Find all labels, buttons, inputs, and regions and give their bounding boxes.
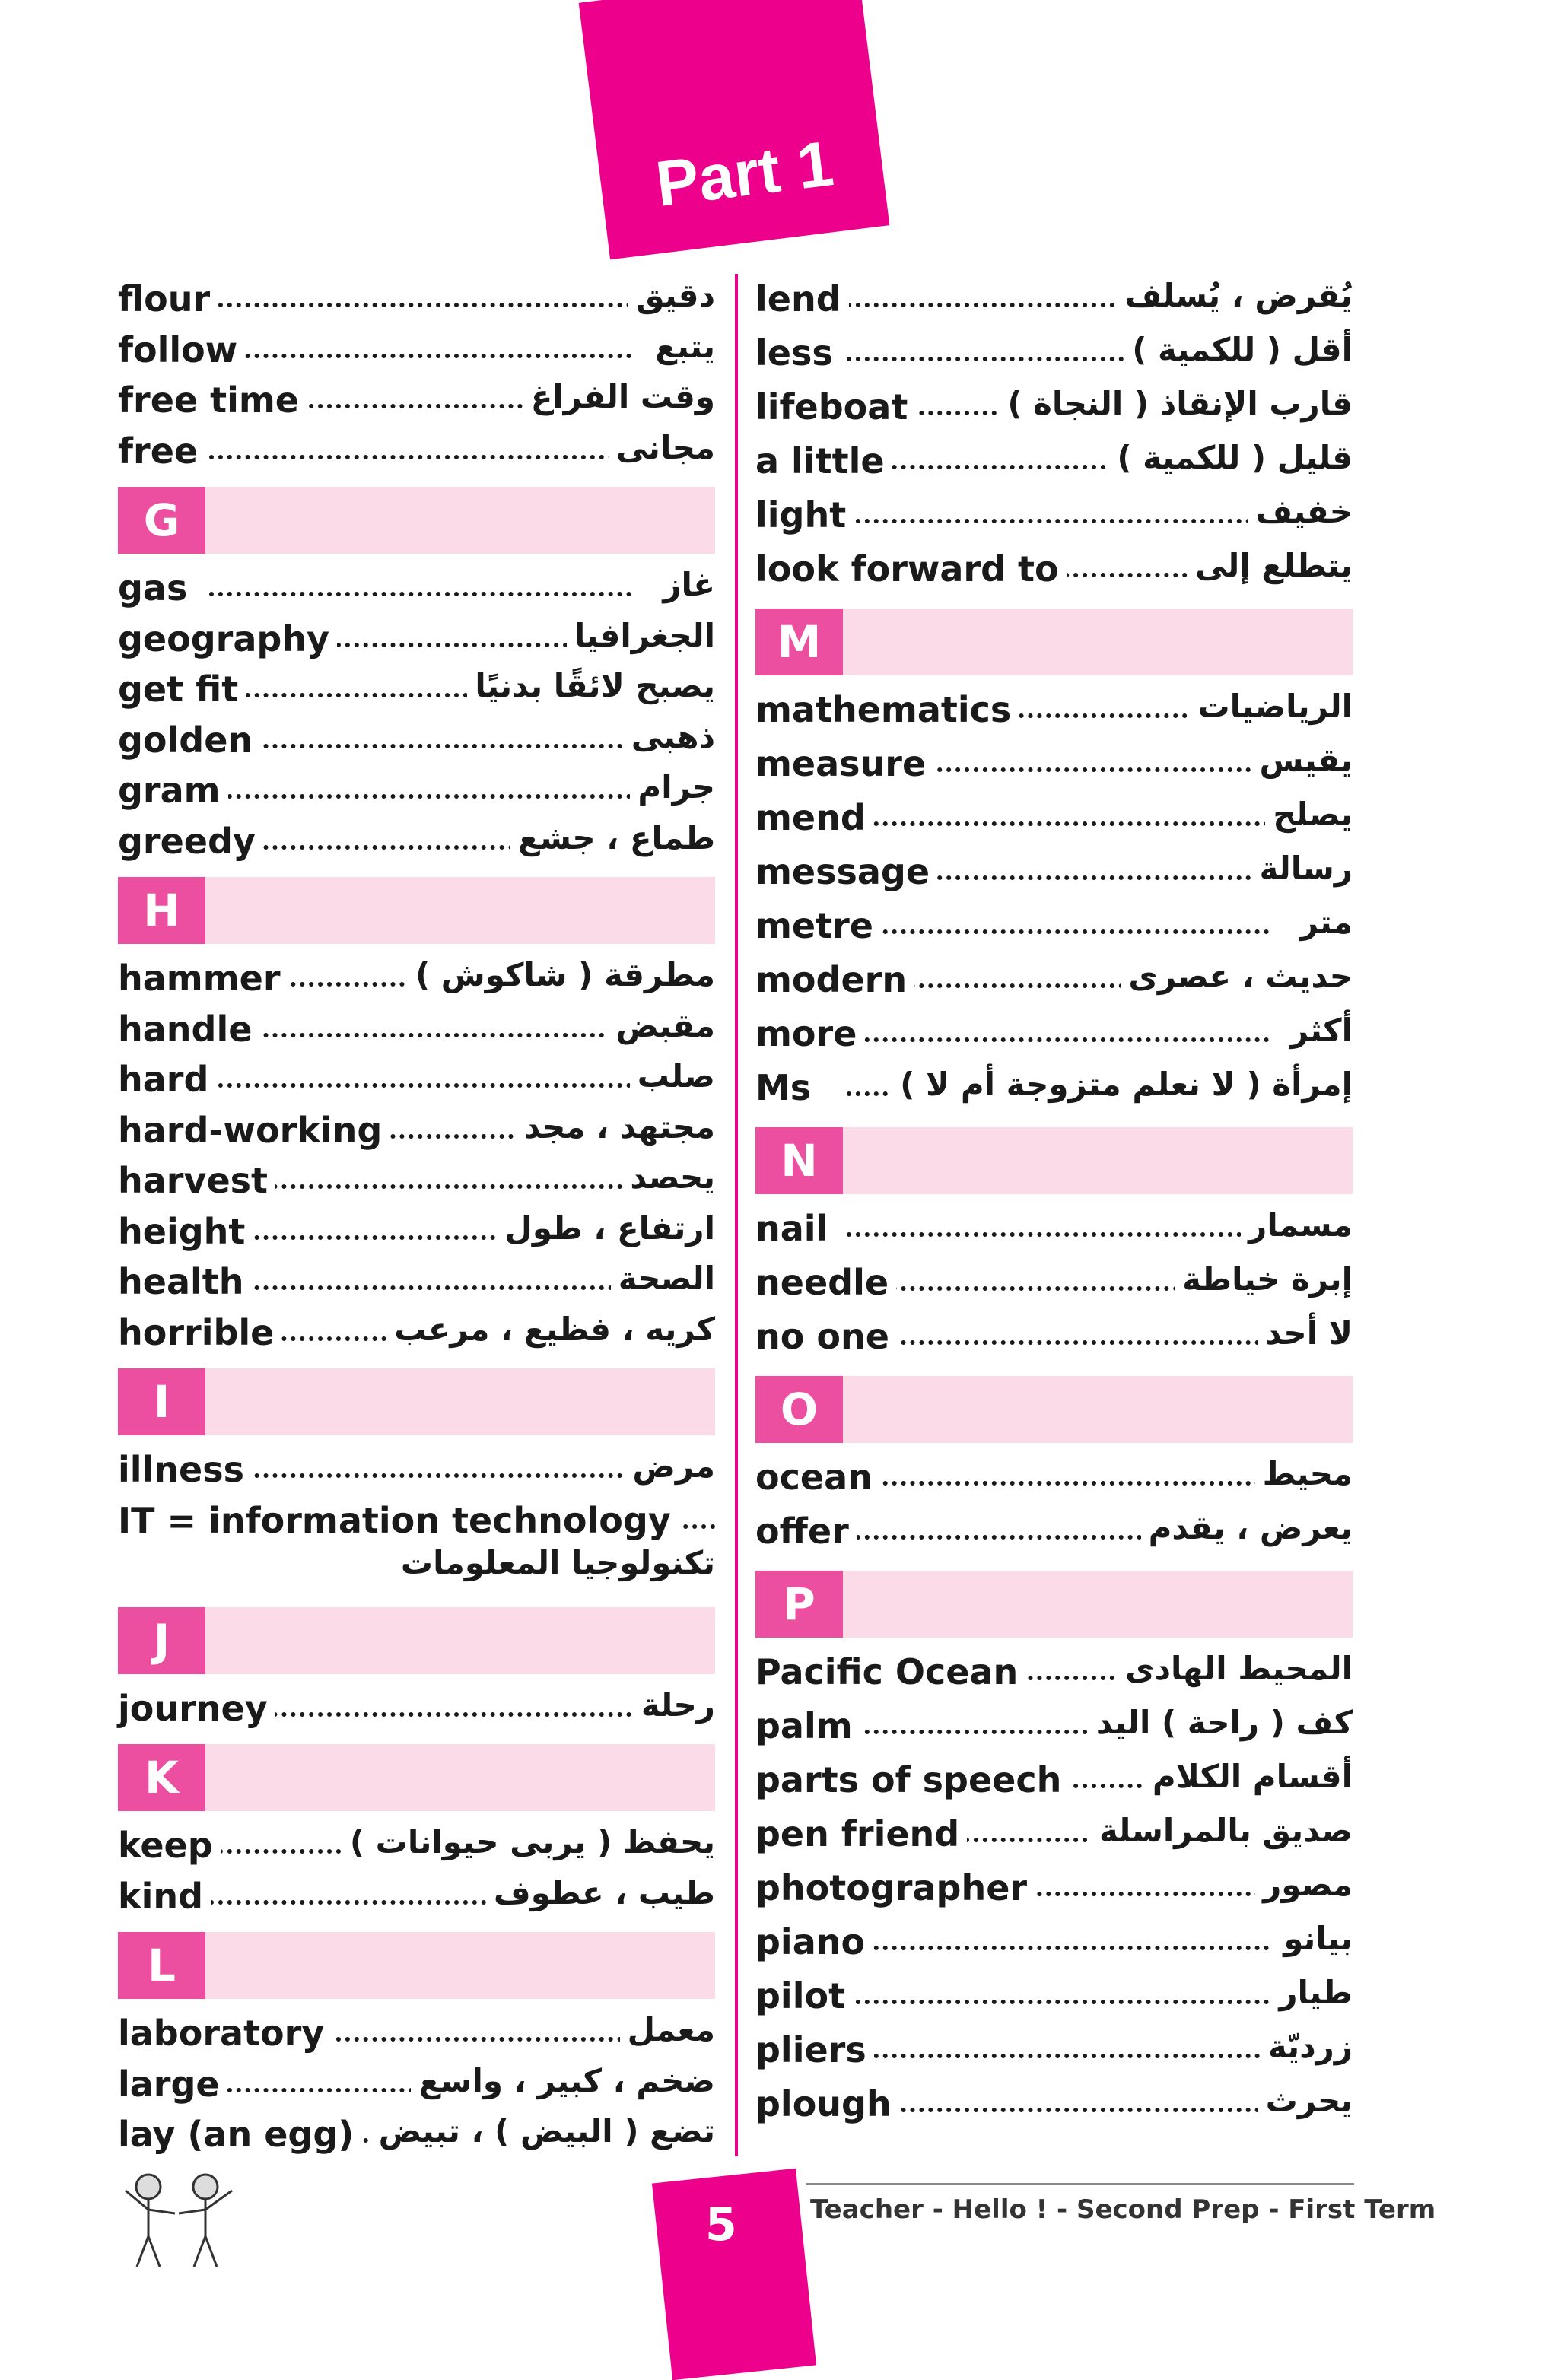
- arabic-meaning: وقت الفراغ: [523, 378, 715, 415]
- vocab-entry: [755, 326, 1353, 380]
- vocab-entry: [118, 2108, 715, 2159]
- arabic-meaning: خفيف: [1248, 493, 1353, 530]
- arabic-meaning: مجانى: [609, 429, 715, 466]
- vocab-entry: [118, 1443, 715, 1494]
- dotted-leader: [847, 2108, 1269, 2112]
- english-word: plough: [755, 2083, 899, 2124]
- arabic-meaning: مسمار: [1241, 1206, 1353, 1244]
- vocab-entry: [118, 1205, 715, 1256]
- english-word: more: [755, 1013, 864, 1054]
- arabic-meaning: الرياضيات: [1190, 688, 1353, 725]
- dotted-leader: [847, 1340, 1269, 1345]
- english-word: golden: [118, 720, 260, 761]
- vocab-entry: [118, 1494, 715, 1595]
- section-letter: P: [755, 1571, 843, 1638]
- arabic-meaning: تكنولوجيا المعلومات: [400, 1543, 715, 1581]
- arabic-meaning: حديث ، عصرى: [1121, 958, 1353, 995]
- arabic-meaning: يحرث: [1258, 2082, 1353, 2119]
- arabic-meaning: طيب ، عطوف: [486, 1874, 715, 1911]
- english-word: lend: [755, 278, 849, 319]
- english-word: IT = information technology: [118, 1500, 679, 1541]
- vocab-entry: [755, 683, 1353, 737]
- english-word: pliers: [755, 2029, 874, 2070]
- english-word: look forward to: [755, 548, 1067, 589]
- dotted-leader: [209, 592, 631, 596]
- section-letter: N: [755, 1127, 843, 1194]
- arabic-meaning: المحيط الهادى: [1118, 1650, 1353, 1687]
- english-word: Ms: [755, 1067, 819, 1108]
- letter-section-header: [118, 487, 715, 554]
- arabic-meaning: يصلح: [1265, 796, 1353, 833]
- dotted-leader: [847, 2000, 1269, 2004]
- arabic-meaning: محيط: [1255, 1455, 1353, 1492]
- arabic-meaning: يصبح لائقًا بدنيًا: [467, 667, 715, 704]
- vocab-entry: [118, 815, 715, 866]
- arabic-meaning: زرديّة: [1261, 2028, 1353, 2065]
- english-word: hammer: [118, 958, 288, 999]
- vocab-entry: [755, 1969, 1353, 2023]
- dotted-leader: [209, 794, 631, 799]
- vocab-entry: [755, 845, 1353, 899]
- english-word: measure: [755, 743, 933, 784]
- vocab-entry: [118, 1104, 715, 1155]
- vocab-entry: [118, 1154, 715, 1205]
- arabic-meaning: معمل: [620, 2011, 715, 2048]
- arabic-meaning: كف ( راحة ) اليد: [1089, 1704, 1353, 1741]
- vocab-entry: [118, 612, 715, 663]
- vocab-entry: [755, 1256, 1353, 1310]
- arabic-meaning: الجغرافيا: [567, 617, 715, 654]
- section-letter: J: [118, 1607, 205, 1674]
- english-word: palm: [755, 1705, 860, 1746]
- english-word: lifeboat: [755, 386, 915, 427]
- vocab-entry: [118, 2007, 715, 2057]
- dotted-leader: [209, 744, 631, 748]
- arabic-meaning: مصور: [1255, 1866, 1353, 1903]
- dotted-leader: [209, 1083, 631, 1088]
- arabic-meaning: غاز: [655, 566, 715, 603]
- dotted-leader: [847, 1946, 1269, 1950]
- english-word: gas: [118, 567, 195, 609]
- section-letter: M: [755, 609, 843, 675]
- english-word: gram: [118, 770, 228, 811]
- english-word: horrible: [118, 1312, 281, 1353]
- vocab-entry: [755, 1007, 1353, 1061]
- vocab-entry: [118, 1306, 715, 1357]
- arabic-meaning: إبرة خياطة: [1175, 1260, 1353, 1298]
- vocab-entry: [118, 373, 715, 424]
- english-word: harvest: [118, 1160, 275, 1201]
- english-word: mend: [755, 797, 873, 838]
- dotted-leader: [847, 519, 1269, 523]
- vocab-entry: [755, 1915, 1353, 1969]
- english-word: less: [755, 332, 841, 373]
- column-divider: [735, 274, 738, 2156]
- section-letter: I: [118, 1368, 205, 1435]
- vocab-entry: [755, 434, 1353, 488]
- arabic-meaning: لا أحد: [1258, 1314, 1353, 1352]
- vocab-entry: [755, 737, 1353, 791]
- english-word: illness: [118, 1449, 252, 1490]
- section-letter: G: [118, 487, 205, 554]
- arabic-meaning: أكثر: [1283, 1012, 1353, 1049]
- english-word: mathematics: [755, 689, 1019, 730]
- vocab-entry: [755, 1505, 1353, 1559]
- english-word: a little: [755, 440, 892, 481]
- english-word: message: [755, 851, 937, 892]
- english-word: nail: [755, 1208, 835, 1249]
- english-word: modern: [755, 959, 914, 1000]
- vocab-entry: [755, 542, 1353, 596]
- vocab-entry: [118, 272, 715, 323]
- arabic-meaning: ذهبى: [624, 718, 715, 755]
- english-word: flour: [118, 278, 218, 319]
- dotted-leader: [847, 2054, 1269, 2058]
- vocab-entry: [755, 1645, 1353, 1699]
- vocab-entry: [755, 1202, 1353, 1256]
- english-word: health: [118, 1261, 252, 1302]
- english-word: hard-working: [118, 1110, 390, 1151]
- english-word: get fit: [118, 669, 246, 710]
- dotted-leader: [847, 929, 1269, 934]
- vocab-entry: [118, 1682, 715, 1733]
- arabic-meaning: رحلة: [634, 1686, 715, 1724]
- english-word: pen friend: [755, 1813, 967, 1854]
- arabic-meaning: إمرأة ( لا نعلم متزوجة أم لا ): [892, 1066, 1353, 1103]
- letter-section-header: [118, 1368, 715, 1435]
- vocab-entry: [755, 1310, 1353, 1364]
- arabic-meaning: مطرقة ( شاكوش ): [408, 956, 715, 993]
- arabic-meaning: يقيس: [1251, 742, 1353, 779]
- vocab-entry: [755, 488, 1353, 542]
- letter-section-header: [755, 1571, 1353, 1638]
- arabic-meaning: يتطلع إلى: [1188, 547, 1353, 584]
- english-word: lay (an egg): [118, 2114, 361, 2155]
- letter-section-header: [755, 1376, 1353, 1443]
- english-word: geography: [118, 618, 337, 659]
- arabic-meaning: يُقرض ، يُسلف: [1118, 277, 1353, 314]
- vocab-entry: [755, 2077, 1353, 2131]
- english-word: large: [118, 2064, 227, 2105]
- vocab-entry: [755, 1861, 1353, 1915]
- vocabulary-column-left: [118, 272, 715, 2159]
- page-title: Part 1: [652, 127, 838, 220]
- dotted-leader: [847, 1232, 1269, 1237]
- vocab-entry: [755, 1451, 1353, 1505]
- letter-section-header: [118, 1744, 715, 1811]
- english-word: free: [118, 431, 205, 472]
- vocab-entry: [118, 323, 715, 374]
- dotted-leader: [209, 455, 631, 459]
- section-letter: H: [118, 877, 205, 944]
- part-banner: [579, 0, 890, 259]
- arabic-meaning: مرض: [625, 1447, 715, 1485]
- dotted-leader: [209, 1473, 631, 1478]
- vocab-entry: [118, 2057, 715, 2108]
- arabic-meaning: أقسام الكلام: [1145, 1758, 1353, 1795]
- arabic-meaning: صلب: [630, 1057, 715, 1095]
- english-word: metre: [755, 905, 881, 946]
- page-number: 5: [705, 2198, 737, 2251]
- footer-text: Teacher - Hello ! - Second Prep - First Term: [810, 2194, 1436, 2225]
- arabic-meaning: متر: [1293, 904, 1353, 941]
- dotted-leader: [209, 303, 631, 307]
- english-word: free time: [118, 380, 307, 421]
- english-word: greedy: [118, 821, 263, 862]
- vocab-entry: [118, 561, 715, 612]
- vocabulary-column-right: [755, 272, 1353, 2131]
- english-word: height: [118, 1211, 253, 1252]
- dotted-leader: [847, 821, 1269, 826]
- section-letter: L: [118, 1932, 205, 1999]
- arabic-meaning: مجتهد ، مجد: [517, 1108, 715, 1146]
- section-letter: K: [118, 1744, 205, 1811]
- arabic-meaning: ضخم ، كبير ، واسع: [411, 2062, 715, 2099]
- vocab-entry: [118, 1053, 715, 1104]
- vocab-entry: [755, 953, 1353, 1007]
- english-word: ocean: [755, 1457, 880, 1498]
- arabic-meaning: جرام: [630, 768, 715, 806]
- vocab-entry: [118, 424, 715, 475]
- vocab-entry: [755, 1753, 1353, 1807]
- english-word: follow: [118, 329, 245, 370]
- letter-section-header: [118, 1607, 715, 1674]
- kids-illustration-icon: [114, 2168, 243, 2274]
- vocab-entry: [118, 1255, 715, 1306]
- arabic-meaning: رسالة: [1252, 850, 1353, 887]
- english-word: parts of speech: [755, 1759, 1069, 1800]
- dotted-leader: [847, 1481, 1269, 1486]
- vocab-entry: [755, 272, 1353, 326]
- arabic-meaning: طيار: [1271, 1974, 1353, 2011]
- arabic-meaning: يحصد: [622, 1158, 715, 1196]
- english-word: light: [755, 494, 854, 535]
- english-word: photographer: [755, 1867, 1035, 1908]
- english-word: handle: [118, 1009, 259, 1050]
- letter-section-header: [118, 1932, 715, 1999]
- arabic-meaning: صديق بالمراسلة: [1092, 1812, 1353, 1849]
- vocab-entry: [755, 1699, 1353, 1753]
- dotted-leader: [209, 1033, 631, 1037]
- letter-section-header: [755, 609, 1353, 675]
- vocab-entry: [118, 1003, 715, 1053]
- vocab-entry: [118, 952, 715, 1003]
- vocab-entry: [118, 1870, 715, 1921]
- arabic-meaning: قليل ( للكمية ): [1109, 439, 1353, 476]
- arabic-meaning: تضع ( البيض ) ، تبيض: [371, 2112, 715, 2150]
- english-word: kind: [118, 1876, 211, 1917]
- english-word: journey: [118, 1688, 275, 1729]
- english-word: pilot: [755, 1975, 853, 2016]
- vocab-entry: [755, 2023, 1353, 2077]
- arabic-meaning: ارتفاع ، طول: [497, 1209, 715, 1247]
- vocab-entry: [118, 764, 715, 815]
- arabic-meaning: يعرض ، يقدم: [1141, 1509, 1353, 1546]
- arabic-meaning: يتبع: [647, 328, 715, 365]
- arabic-meaning: طماع ، جشع: [510, 819, 715, 856]
- footer-divider: [806, 2183, 1354, 2185]
- english-word: no one: [755, 1316, 897, 1357]
- section-letter: O: [755, 1376, 843, 1443]
- english-word: hard: [118, 1059, 216, 1100]
- vocab-entry: [755, 791, 1353, 845]
- arabic-meaning: مقبض: [608, 1007, 715, 1044]
- arabic-meaning: كريه ، فظيع ، مرعب: [386, 1311, 715, 1348]
- english-word: offer: [755, 1511, 857, 1552]
- english-word: needle: [755, 1262, 896, 1303]
- letter-section-header: [118, 877, 715, 944]
- arabic-meaning: بيانو: [1276, 1920, 1353, 1957]
- vocab-entry: [755, 1807, 1353, 1861]
- vocab-entry: [755, 1061, 1353, 1115]
- arabic-meaning: يحفظ ( يربى حيوانات ): [342, 1823, 715, 1860]
- vocab-entry: [118, 1819, 715, 1870]
- dotted-leader: [209, 1285, 631, 1290]
- arabic-meaning: دقيق: [628, 277, 715, 314]
- english-word: Pacific Ocean: [755, 1651, 1025, 1692]
- vocab-entry: [118, 713, 715, 764]
- arabic-meaning: قارب الإنقاذ ( النجاة ): [1000, 385, 1353, 422]
- english-word: keep: [118, 1825, 221, 1866]
- vocab-entry: [118, 663, 715, 713]
- letter-section-header: [755, 1127, 1353, 1194]
- vocab-entry: [755, 380, 1353, 434]
- english-word: piano: [755, 1921, 873, 1962]
- english-word: laboratory: [118, 2013, 332, 2054]
- vocab-entry: [755, 899, 1353, 953]
- arabic-meaning: أقل ( للكمية ): [1124, 331, 1353, 368]
- arabic-meaning: الصحة: [611, 1260, 715, 1297]
- dotted-leader: [209, 354, 631, 358]
- dotted-leader: [847, 1037, 1269, 1042]
